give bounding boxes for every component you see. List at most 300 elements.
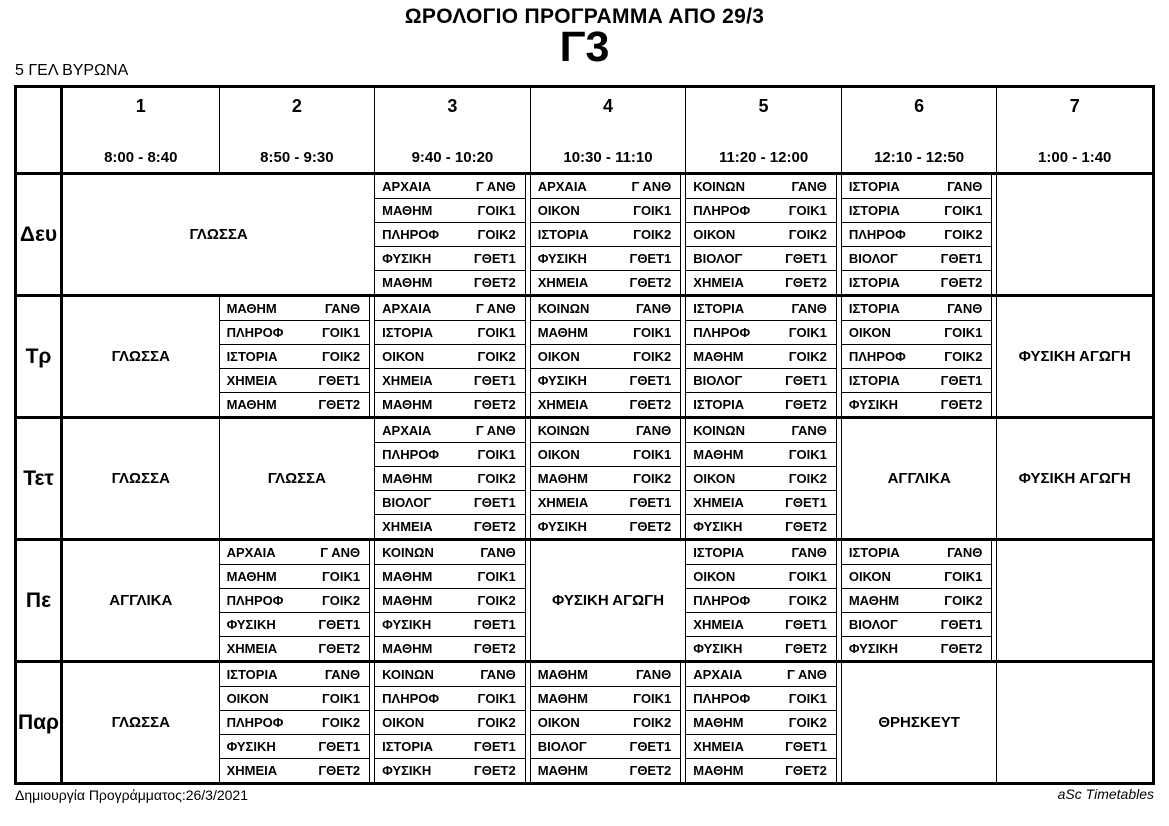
lesson-cell: ΦΥΣΙΚΗ ΑΓΩΓΗ — [996, 297, 1152, 416]
lesson-subject: ΧΗΜΕΙΑ — [382, 373, 433, 388]
lesson-group-row — [531, 515, 682, 538]
lesson-group-code: ΓΘΕΤ1 — [940, 373, 983, 388]
lesson-group-code: ΓΑΝΘ — [947, 179, 983, 194]
lesson-subject: ΜΑΘΗΜ — [693, 349, 744, 364]
lesson-subject: ΜΑΘΗΜ — [537, 691, 588, 706]
lesson-subject: ΙΣΤΟΡΙΑ — [382, 325, 434, 340]
lesson-group-code: ΓΘΕΤ1 — [785, 739, 827, 754]
lesson-cell: ΦΥΣΙΚΗ ΑΓΩΓΗ — [996, 419, 1152, 538]
lesson-subject: ΧΗΜΕΙΑ — [226, 641, 278, 656]
lesson-group-code: ΓΟΙΚ1 — [633, 691, 672, 706]
lesson-group-row — [375, 419, 526, 443]
lesson-subject: ΦΥΣΙΚΗ — [848, 397, 899, 412]
lesson-subject: ΟΙΚΟΝ — [693, 569, 736, 584]
lesson-group-row — [686, 515, 837, 538]
lesson-group-row — [686, 321, 837, 345]
lesson-subject: ΧΗΜΕΙΑ — [693, 739, 744, 754]
lesson-group-row — [842, 589, 993, 613]
lesson-subject: ΦΥΣΙΚΗ — [382, 763, 432, 778]
empty-cell — [996, 663, 1152, 782]
lesson-groups — [375, 663, 526, 782]
lesson-group-code: Γ ΑΝΘ — [631, 179, 672, 194]
lesson-group-code: ΓΑΝΘ — [324, 301, 361, 316]
lesson-subject: ΒΙΟΛΟΓ — [537, 739, 587, 754]
lesson-group-row — [375, 345, 526, 369]
lesson-subject: ΠΛΗΡΟΦ — [226, 715, 284, 730]
lesson-cell: ΘΡΗΣΚΕΥΤ — [841, 663, 997, 782]
lesson-group-row — [375, 541, 526, 565]
lesson-groups-cell — [685, 419, 841, 538]
day-label: Πε — [17, 541, 63, 660]
lesson-group-row — [686, 759, 837, 782]
lesson-group-row — [220, 393, 371, 416]
period-number: 5 — [758, 96, 769, 116]
period-number: 3 — [447, 96, 458, 116]
lesson-group-code: ΓΟΙΚ1 — [788, 447, 827, 462]
lesson-cell: ΓΛΩΣΣΑ — [111, 470, 170, 487]
asc-brand: aSc Timetables — [1057, 786, 1154, 802]
lesson-group-row — [220, 297, 371, 321]
lesson-group-code: ΓΘΕΤ2 — [473, 641, 516, 656]
lesson-group-row — [531, 443, 682, 467]
lesson-group-code: ΓΘΕΤ1 — [318, 739, 361, 754]
lesson-group-row — [375, 735, 526, 759]
lesson-subject: ΟΙΚΟΝ — [693, 227, 736, 242]
lesson-group-code: ΓΟΙΚ2 — [788, 715, 827, 730]
lesson-group-row — [531, 663, 682, 687]
lesson-groups-cell — [374, 663, 530, 782]
lesson-subject: ΠΛΗΡΟΦ — [382, 447, 440, 462]
lesson-group-row — [375, 369, 526, 393]
lesson-groups-cell — [685, 175, 841, 294]
lesson-group-code: ΓΘΕΤ2 — [629, 519, 672, 534]
lesson-group-row — [686, 613, 837, 637]
lesson-group-code: ΓΘΕΤ1 — [785, 617, 827, 632]
lesson-group-code: ΓΘΕΤ2 — [785, 397, 827, 412]
lesson-group-code: ΓΑΝΘ — [791, 301, 827, 316]
lesson-groups — [220, 663, 371, 782]
lesson-group-row — [531, 175, 682, 199]
lesson-group-code: ΓΟΙΚ2 — [788, 471, 827, 486]
lesson-group-code: ΓΟΙΚ1 — [321, 691, 361, 706]
lesson-subject: ΦΥΣΙΚΗ — [693, 519, 743, 534]
lesson-groups — [375, 419, 526, 538]
period-time: 8:50 - 9:30 — [260, 149, 334, 166]
period-header-4 — [530, 88, 686, 172]
lesson-subject: ΦΥΣΙΚΗ — [537, 373, 587, 388]
lesson-group-row — [531, 223, 682, 247]
lesson-group-code: ΓΟΙΚ1 — [477, 325, 516, 340]
day-row-Τρ — [17, 294, 1152, 416]
lesson-groups — [842, 175, 993, 294]
lesson-subject: ΜΑΘΗΜ — [382, 569, 433, 584]
lesson-subject: ΟΙΚΟΝ — [848, 569, 891, 584]
lesson-group-row — [842, 223, 993, 247]
lesson-groups — [686, 175, 837, 294]
lesson-subject: ΙΣΤΟΡΙΑ — [848, 301, 900, 316]
lesson-subject: ΜΑΘΗΜ — [537, 763, 588, 778]
lesson-subject: ΜΑΘΗΜ — [693, 447, 744, 462]
lesson-subject: ΜΑΘΗΜ — [693, 763, 744, 778]
lesson-subject: ΙΣΤΟΡΙΑ — [693, 397, 745, 412]
lesson-subject: ΟΙΚΟΝ — [382, 349, 425, 364]
lesson-subject: ΙΣΤΟΡΙΑ — [848, 203, 900, 218]
class-title: Γ3 — [559, 23, 610, 71]
lesson-group-code: ΓΘΕΤ2 — [785, 763, 827, 778]
lesson-group-row — [531, 419, 682, 443]
lesson-subject: ΠΛΗΡΟΦ — [226, 593, 284, 608]
lesson-group-row — [375, 443, 526, 467]
period-time: 9:40 - 10:20 — [411, 149, 494, 166]
lesson-group-row — [220, 637, 371, 660]
lesson-group-code: ΓΘΕΤ2 — [940, 641, 983, 656]
lesson-group-row — [220, 565, 371, 589]
lesson-group-code: Γ ΑΝΘ — [475, 179, 516, 194]
lesson-groups-cell — [219, 663, 375, 782]
lesson-cell: ΓΛΩΣΣΑ — [111, 348, 170, 365]
lesson-subject: ΟΙΚΟΝ — [537, 349, 580, 364]
lesson-group-code: ΓΑΝΘ — [635, 423, 672, 438]
lesson-subject: ΠΛΗΡΟΦ — [693, 203, 751, 218]
lesson-cell: ΑΓΓΛΙΚΑ — [109, 592, 173, 609]
lesson-subject: ΚΟΙΝΩΝ — [537, 301, 590, 316]
period-time: 12:10 - 12:50 — [874, 149, 965, 166]
lesson-group-code: ΓΘΕΤ1 — [629, 251, 672, 266]
lesson-group-row — [842, 345, 993, 369]
lesson-subject: ΦΥΣΙΚΗ — [537, 251, 587, 266]
lesson-subject: ΦΥΣΙΚΗ — [382, 617, 432, 632]
lesson-subject: ΜΑΘΗΜ — [226, 397, 277, 412]
lesson-subject: ΙΣΤΟΡΙΑ — [848, 179, 900, 194]
lesson-subject: ΟΙΚΟΝ — [693, 471, 736, 486]
lesson-group-code: ΓΑΝΘ — [480, 545, 516, 560]
lesson-group-row — [531, 247, 682, 271]
lesson-groups — [375, 541, 526, 660]
lesson-group-code: ΓΟΙΚ2 — [788, 227, 827, 242]
lesson-group-code: ΓΟΙΚ1 — [788, 325, 827, 340]
period-time: 10:30 - 11:10 — [563, 149, 653, 166]
lesson-group-row — [531, 199, 682, 223]
lesson-group-row — [686, 711, 837, 735]
lesson-group-row — [531, 687, 682, 711]
lesson-group-row — [842, 247, 993, 271]
lesson-group-row — [531, 321, 682, 345]
lesson-subject: ΙΣΤΟΡΙΑ — [693, 301, 745, 316]
lesson-subject: ΠΛΗΡΟΦ — [693, 325, 751, 340]
lesson-group-code: ΓΘΕΤ1 — [473, 495, 516, 510]
lesson-group-row — [375, 491, 526, 515]
lesson-subject: ΦΥΣΙΚΗ — [693, 641, 743, 656]
lesson-group-code: ΓΘΕΤ2 — [473, 763, 516, 778]
lesson-subject: ΧΗΜΕΙΑ — [693, 495, 744, 510]
lesson-groups — [531, 419, 682, 538]
lesson-subject: ΚΟΙΝΩΝ — [693, 423, 745, 438]
lesson-group-code: ΓΟΙΚ2 — [477, 349, 516, 364]
lesson-group-code: ΓΘΕΤ1 — [940, 617, 983, 632]
lesson-groups-cell — [530, 297, 686, 416]
lesson-group-row — [686, 419, 837, 443]
lesson-group-code: ΓΘΕΤ1 — [785, 373, 827, 388]
lesson-group-code: ΓΑΝΘ — [791, 179, 827, 194]
lesson-groups — [531, 175, 682, 294]
period-header-7 — [996, 88, 1152, 172]
lesson-subject: ΑΡΧΑΙΑ — [382, 301, 432, 316]
lesson-subject: ΚΟΙΝΩΝ — [382, 667, 434, 682]
lesson-subject: ΜΑΘΗΜ — [382, 397, 433, 412]
corner-cell — [17, 88, 63, 172]
lesson-group-code: ΓΘΕΤ2 — [785, 275, 827, 290]
period-time: 1:00 - 1:40 — [1038, 149, 1112, 166]
lesson-group-code: ΓΑΝΘ — [791, 423, 827, 438]
day-label: Τρ — [17, 297, 63, 416]
lesson-group-row — [375, 247, 526, 271]
lesson-group-row — [686, 443, 837, 467]
lesson-group-code: ΓΟΙΚ2 — [944, 349, 983, 364]
lesson-subject: ΟΙΚΟΝ — [537, 203, 580, 218]
lesson-group-row — [686, 491, 837, 515]
lesson-group-row — [531, 711, 682, 735]
lesson-group-row — [220, 541, 371, 565]
lesson-group-row — [686, 271, 837, 294]
lesson-group-code: ΓΘΕΤ1 — [473, 739, 516, 754]
lesson-subject: ΟΙΚΟΝ — [382, 715, 425, 730]
lesson-subject: ΜΑΘΗΜ — [537, 667, 588, 682]
lesson-group-row — [686, 663, 837, 687]
lesson-group-code: Γ ΑΝΘ — [787, 667, 827, 682]
lesson-group-code: Γ ΑΝΘ — [320, 545, 361, 560]
lesson-group-row — [220, 735, 371, 759]
lesson-group-row — [531, 759, 682, 782]
lesson-group-code: ΓΑΝΘ — [791, 545, 827, 560]
lesson-group-row — [686, 589, 837, 613]
day-row-Παρ — [17, 660, 1152, 782]
lesson-subject: ΦΥΣΙΚΗ — [226, 617, 276, 632]
timetable — [14, 85, 1155, 785]
lesson-subject: ΟΙΚΟΝ — [537, 715, 580, 730]
lesson-subject: ΠΛΗΡΟΦ — [848, 227, 906, 242]
lesson-subject: ΦΥΣΙΚΗ — [848, 641, 899, 656]
lesson-group-row — [220, 589, 371, 613]
empty-cell — [996, 541, 1152, 660]
lesson-subject: ΠΛΗΡΟΦ — [848, 349, 906, 364]
lesson-group-row — [686, 247, 837, 271]
lesson-group-code: ΓΟΙΚ2 — [788, 593, 827, 608]
lesson-group-row — [686, 345, 837, 369]
lesson-group-row — [375, 271, 526, 294]
lesson-subject: ΦΥΣΙΚΗ — [226, 739, 276, 754]
lesson-group-code: ΓΟΙΚ2 — [944, 227, 983, 242]
lesson-group-row — [220, 345, 371, 369]
day-row-Τετ — [17, 416, 1152, 538]
lesson-group-code: ΓΘΕΤ2 — [629, 275, 672, 290]
lesson-groups — [686, 297, 837, 416]
lesson-group-row — [375, 565, 526, 589]
lesson-subject: ΙΣΤΟΡΙΑ — [226, 349, 278, 364]
lesson-group-code: ΓΟΙΚ1 — [944, 569, 983, 584]
school-name: 5 ΓΕΛ ΒΥΡΩΝΑ — [15, 62, 129, 79]
lesson-group-code: ΓΟΙΚ2 — [788, 349, 827, 364]
lesson-group-code: ΓΟΙΚ1 — [788, 203, 827, 218]
lesson-group-row — [686, 541, 837, 565]
lesson-groups — [220, 297, 371, 416]
lesson-cell: ΦΥΣΙΚΗ ΑΓΩΓΗ — [530, 541, 686, 660]
lesson-group-code: ΓΑΝΘ — [635, 301, 672, 316]
lesson-subject: ΙΣΤΟΡΙΑ — [848, 545, 900, 560]
period-number: 6 — [914, 96, 925, 116]
period-number: 7 — [1069, 96, 1080, 116]
lesson-subject: ΑΡΧΑΙΑ — [382, 423, 432, 438]
lesson-group-code: ΓΑΝΘ — [324, 667, 361, 682]
lesson-group-row — [220, 663, 371, 687]
lesson-group-code: ΓΘΕΤ2 — [318, 397, 361, 412]
lesson-subject: ΠΛΗΡΟΦ — [693, 691, 751, 706]
lesson-group-code: ΓΟΙΚ1 — [321, 569, 361, 584]
period-number: 2 — [291, 96, 302, 116]
lesson-group-code: ΓΟΙΚ2 — [321, 593, 361, 608]
lesson-subject: ΠΛΗΡΟΦ — [226, 325, 284, 340]
lesson-subject: ΧΗΜΕΙΑ — [226, 373, 278, 388]
lesson-groups — [842, 297, 993, 416]
lesson-group-code: ΓΘΕΤ2 — [318, 763, 361, 778]
lesson-subject: ΜΑΘΗΜ — [382, 275, 433, 290]
lesson-group-code: ΓΟΙΚ2 — [633, 715, 672, 730]
lesson-group-code: ΓΑΝΘ — [480, 667, 516, 682]
lesson-subject: ΙΣΤΟΡΙΑ — [382, 739, 434, 754]
page-title: ΩΡΟΛΟΓΙΟ ΠΡΟΓΡΑΜΜΑ ΑΠΟ 29/3 — [404, 5, 765, 28]
lesson-groups-cell — [530, 419, 686, 538]
period-number: 1 — [135, 96, 146, 116]
lesson-group-row — [686, 297, 837, 321]
lesson-subject: ΑΡΧΑΙΑ — [693, 667, 743, 682]
lesson-group-code: ΓΘΕΤ2 — [629, 763, 672, 778]
lesson-group-code: ΓΘΕΤ1 — [785, 251, 827, 266]
lesson-group-row — [375, 175, 526, 199]
lesson-group-code: ΓΟΙΚ2 — [477, 227, 516, 242]
lesson-group-row — [531, 271, 682, 294]
lesson-group-row — [375, 199, 526, 223]
lesson-group-row — [842, 369, 993, 393]
lesson-group-code: ΓΘΕΤ1 — [629, 739, 672, 754]
lesson-groups-cell — [841, 175, 997, 294]
lesson-groups — [375, 297, 526, 416]
lesson-group-code: ΓΘΕΤ1 — [473, 373, 516, 388]
lesson-subject: ΜΑΘΗΜ — [537, 471, 588, 486]
lesson-subject: ΟΙΚΟΝ — [537, 447, 580, 462]
lesson-group-row — [375, 637, 526, 660]
lesson-group-row — [375, 515, 526, 538]
lesson-group-code: ΓΘΕΤ1 — [785, 495, 827, 510]
lesson-group-code: ΓΟΙΚ1 — [477, 691, 516, 706]
day-label: Τετ — [17, 419, 63, 538]
lesson-groups — [686, 541, 837, 660]
lesson-group-code: ΓΟΙΚ1 — [944, 325, 983, 340]
lesson-subject: ΜΑΘΗΜ — [382, 471, 433, 486]
lesson-group-code: ΓΟΙΚ1 — [788, 691, 827, 706]
lesson-cell: ΓΛΩΣΣΑ — [219, 419, 375, 538]
period-header-2 — [219, 88, 375, 172]
lesson-group-row — [686, 637, 837, 660]
lesson-group-row — [220, 369, 371, 393]
lesson-group-code: ΓΑΝΘ — [947, 545, 983, 560]
lesson-subject: ΒΙΟΛΟΓ — [848, 617, 898, 632]
lesson-group-code: ΓΑΝΘ — [635, 667, 672, 682]
lesson-group-row — [220, 687, 371, 711]
lesson-group-code: ΓΘΕΤ1 — [318, 617, 361, 632]
lesson-group-code: ΓΟΙΚ2 — [944, 593, 983, 608]
lesson-group-code: ΓΘΕΤ2 — [473, 275, 516, 290]
lesson-group-code: ΓΘΕΤ1 — [940, 251, 983, 266]
lesson-group-row — [686, 687, 837, 711]
lesson-group-row — [686, 199, 837, 223]
lesson-groups-cell — [530, 175, 686, 294]
lesson-subject: ΜΑΘΗΜ — [226, 569, 277, 584]
lesson-group-row — [375, 711, 526, 735]
lesson-subject: ΠΛΗΡΟΦ — [382, 227, 440, 242]
lesson-group-code: ΓΟΙΚ1 — [321, 325, 361, 340]
lesson-group-row — [842, 175, 993, 199]
lesson-subject: ΙΣΤΟΡΙΑ — [693, 545, 745, 560]
lesson-subject: ΒΙΟΛΟΓ — [693, 251, 743, 266]
lesson-groups-cell — [685, 663, 841, 782]
lesson-group-row — [375, 321, 526, 345]
lesson-group-row — [686, 393, 837, 416]
lesson-group-row — [375, 687, 526, 711]
day-label: Δευ — [17, 175, 63, 294]
lesson-group-code: ΓΟΙΚ2 — [477, 593, 516, 608]
lesson-groups-cell — [530, 663, 686, 782]
lesson-group-code: ΓΘΕΤ1 — [473, 251, 516, 266]
period-header-3 — [374, 88, 530, 172]
lesson-subject: ΜΑΘΗΜ — [382, 641, 433, 656]
lesson-subject: ΒΙΟΛΟΓ — [848, 251, 898, 266]
lesson-group-code: ΓΟΙΚ1 — [477, 203, 516, 218]
lesson-group-row — [220, 759, 371, 782]
lesson-group-row — [686, 223, 837, 247]
lesson-subject: ΠΛΗΡΟΦ — [382, 691, 440, 706]
lesson-group-code: ΓΟΙΚ1 — [944, 203, 983, 218]
lesson-cell: ΓΛΩΣΣΑ — [189, 226, 248, 243]
lesson-groups-cell — [841, 297, 997, 416]
lesson-groups — [531, 297, 682, 416]
lesson-subject: ΙΣΤΟΡΙΑ — [226, 667, 278, 682]
lesson-group-code: ΓΘΕΤ1 — [629, 495, 672, 510]
creation-date: Δημιουργία Προγράμματος:26/3/2021 — [15, 787, 248, 803]
lesson-subject: ΧΗΜΕΙΑ — [382, 519, 433, 534]
lesson-group-row — [842, 637, 993, 660]
lesson-cell: ΑΓΓΛΙΚΑ — [841, 419, 997, 538]
lesson-group-row — [375, 759, 526, 782]
lesson-subject: ΑΡΧΑΙΑ — [382, 179, 432, 194]
lesson-subject: ΧΗΜΕΙΑ — [226, 763, 278, 778]
lesson-subject: ΜΑΘΗΜ — [382, 203, 433, 218]
lesson-groups-cell — [374, 175, 530, 294]
period-header-5 — [685, 88, 841, 172]
lesson-group-code: ΓΟΙΚ1 — [633, 203, 672, 218]
lesson-group-row — [842, 613, 993, 637]
lesson-subject: ΧΗΜΕΙΑ — [537, 397, 589, 412]
lesson-group-code: ΓΟΙΚ2 — [633, 471, 672, 486]
lesson-group-code: ΓΟΙΚ2 — [477, 715, 516, 730]
period-number: 4 — [602, 96, 613, 116]
lesson-group-code: ΓΘΕΤ2 — [318, 641, 361, 656]
lesson-group-code: ΓΟΙΚ1 — [633, 447, 672, 462]
lesson-subject: ΟΙΚΟΝ — [848, 325, 891, 340]
lesson-group-row — [686, 175, 837, 199]
lesson-group-row — [220, 613, 371, 637]
lesson-subject: ΙΣΤΟΡΙΑ — [537, 227, 589, 242]
lesson-subject: ΜΑΘΗΜ — [537, 325, 588, 340]
lesson-group-code: ΓΟΙΚ2 — [633, 227, 672, 242]
